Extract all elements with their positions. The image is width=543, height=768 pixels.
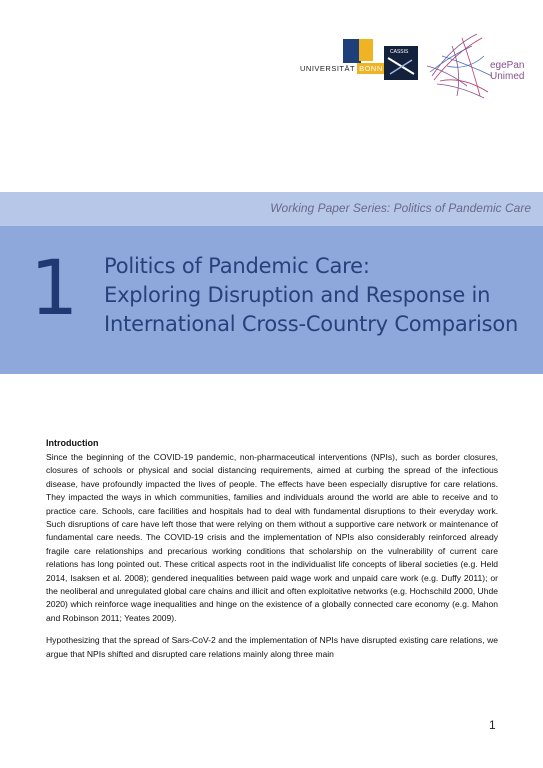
body-content <box>46 437 498 661</box>
title-line-3: International Cross-Country Comparison <box>104 312 519 336</box>
egepan-unimed-logo <box>422 26 542 106</box>
section-heading: Introduction <box>46 438 99 448</box>
chapter-number: 1 <box>30 243 79 332</box>
university-name: UNIVERSITÄT <box>300 64 356 73</box>
series-banner <box>0 192 543 226</box>
body-paragraph-2: Hypothesizing that the spread of Sars-CoV-2 and the implementation of NPIs have disrupted existing care relations, we argue that NPIs shifted and disrupted care relations mainly along three main <box>46 635 498 659</box>
university-city: BONN <box>359 64 383 73</box>
university-bonn-logo <box>300 64 385 73</box>
body-paragraph-1: Since the beginning of the COVID-19 pandemic, non-pharmaceutical interventions (NPIs), such as border closures, closures of schools or physical and social distancing requirements, aimed at curbing the spread of the infectious disease, have profoundly impacted the lives of people. The effects have been especially disruptive for care relations. They impacted the ways in which communities, families and individuals around the world are able to receive and to practice care. Schools, care facilities and hospitals had to deal with fundamental disruptions to their everyday work. Such disruptions of care have left those that were relying on them without a supportive care network or maintenance of fundamental care needs. The COVID-19 crisis and the implementation of NPIs also considerably reinforced already fragile care relationships and precarious working conditions that scholarship on the vulnerability of current care relations has long pointed out. These critical aspects root in the individualist life concepts of liberal societies (e.g. Held 2014, Isaksen et al. 2008); gendered inequalities between paid wage work and unpaid care work (e.g. Duffy 2011); or the neoliberal and unregulated global care chains and illicit and often exploitative networks (e.g. Hochschild 2000, Uhde 2020) which reinforce wage inequalities and hinge on the existence of a globally connected care economy (e.g. Mahon and Robinson 2011; Yeates 2009). <box>46 452 498 623</box>
title-banner <box>0 226 543 374</box>
page-number: 1 <box>489 718 496 732</box>
cassis-logo <box>384 46 418 80</box>
cassis-text: CASSIS <box>390 49 409 55</box>
title-line-1: Politics of Pandemic Care: <box>104 254 370 278</box>
egepan-line1: egePan <box>490 60 525 71</box>
series-title: Working Paper Series: Politics of Pandemic Care <box>270 201 531 215</box>
logo-bar <box>0 24 543 104</box>
egepan-line2: Unimed <box>490 71 525 82</box>
paper-title <box>104 252 534 339</box>
university-emblem-icon <box>343 39 371 63</box>
title-line-2: Exploring Disruption and Response in <box>104 283 491 307</box>
